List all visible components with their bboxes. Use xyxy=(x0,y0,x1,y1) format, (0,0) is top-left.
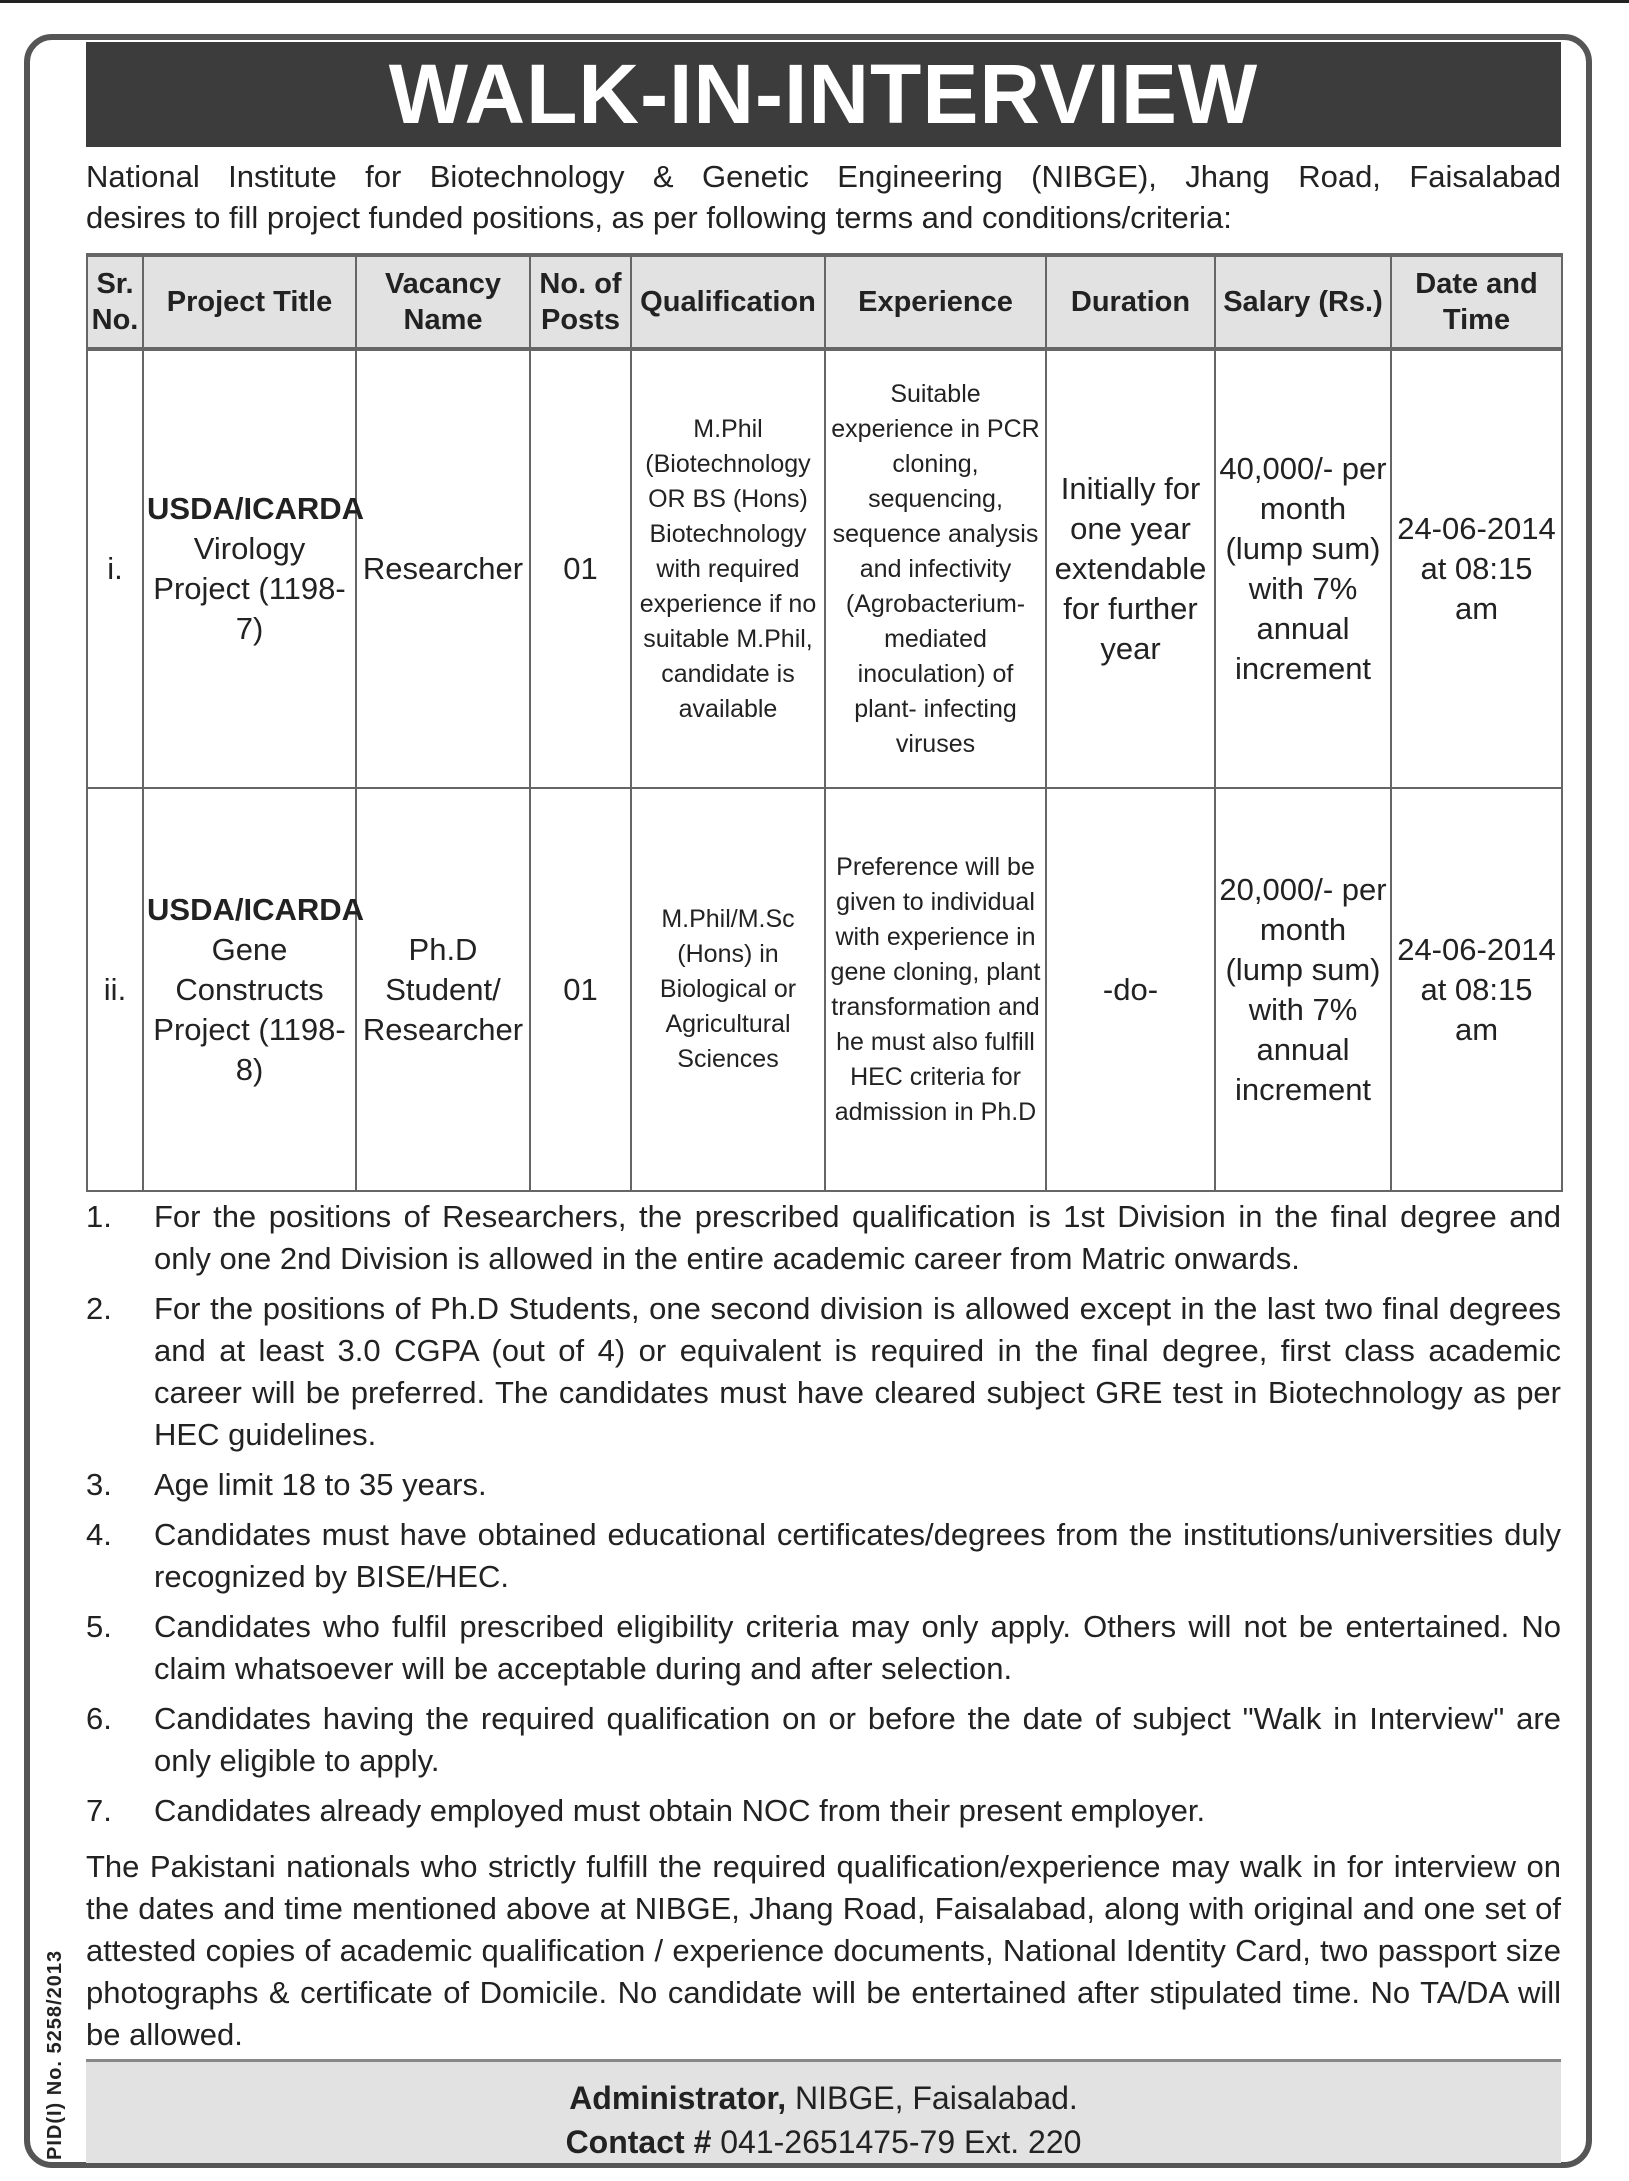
intro-text xyxy=(86,156,1561,238)
qualification-cell: M.Phil/M.Sc (Hons) in Biological or Agricultural Sciences xyxy=(631,788,825,1191)
terms-list xyxy=(86,1196,1561,1840)
project-cell xyxy=(143,349,364,788)
term-item xyxy=(86,1288,1561,1456)
project-name: Gene Constructs Project (1198-8) xyxy=(153,931,346,1087)
term-item xyxy=(86,1698,1561,1782)
contact-number: 041-2651475-79 Ext. 220 xyxy=(711,2124,1082,2160)
duration-cell: Initially for one year extendable for further year xyxy=(1046,349,1215,788)
project-code: USDA/ICARDA xyxy=(147,891,364,927)
col-date: Date and Time xyxy=(1391,255,1562,349)
term-item xyxy=(86,1464,1561,1506)
term-number: 6. xyxy=(86,1701,112,1736)
vacancy-table xyxy=(86,253,1563,1192)
term-text: Age limit 18 to 35 years. xyxy=(154,1467,487,1502)
col-duration: Duration xyxy=(1046,255,1215,349)
experience-cell: Preference will be given to individual with experience in gene cloning, plant transformation and he must also fulfill HEC criteria for admission in Ph.D xyxy=(825,788,1046,1191)
term-item xyxy=(86,1514,1561,1598)
term-number: 7. xyxy=(86,1793,112,1828)
table-row xyxy=(87,349,1562,788)
vacancy-cell: Ph.D Student/ Researcher xyxy=(356,788,530,1191)
table-header-row xyxy=(87,255,1562,349)
project-name: Virology Project (1198-7) xyxy=(153,531,346,646)
intro-line-2: desires to fill project funded positions, as per following terms and conditions/criteria: xyxy=(86,200,1232,235)
sr-cell: ii. xyxy=(87,788,143,1191)
col-experience: Experience xyxy=(825,255,1046,349)
term-text: Candidates must have obtained educational certificates/degrees from the institutions/universities duly recognized by BISE/HEC. xyxy=(154,1517,1561,1594)
term-item xyxy=(86,1790,1561,1832)
closing-paragraph: The Pakistani nationals who strictly fulfill the required qualification/experience may walk in for interview on the dates and time mentioned above at NIBGE, Jhang Road, Faisalabad, along with original and one set of attested copies of academic qualification / experience documents, National Identity Card, two passport size photographs & certificate of Domicile. No candidate will be entertained after stipulated time. No TA/DA will be allowed. xyxy=(86,1849,1561,2052)
sr-cell: i. xyxy=(87,349,143,788)
col-posts: No. of Posts xyxy=(530,255,631,349)
admin-label: Administrator, xyxy=(569,2080,787,2116)
col-vacancy: Vacancy Name xyxy=(356,255,530,349)
footer-contact xyxy=(86,2059,1561,2163)
term-text: Candidates who fulfil prescribed eligibility criteria may only apply. Others will not be entertained. No claim whatsoever will be acceptable during and after selection. xyxy=(154,1609,1561,1686)
col-sr: Sr. No. xyxy=(87,255,143,349)
posts-cell: 01 xyxy=(530,349,631,788)
term-text: For the positions of Ph.D Students, one second division is allowed except in the last two final degrees and at least 3.0 CGPA (out of 4) or equivalent is required in the final degree, first class academic career will be preferred. The candidates must have cleared subject GRE test in Biotechnology as per HEC guidelines. xyxy=(154,1291,1561,1452)
term-text: Candidates having the required qualification on or before the date of subject "Walk in Interview" are only eligible to apply. xyxy=(154,1701,1561,1778)
term-number: 2. xyxy=(86,1291,112,1326)
ad-title: WALK-IN-INTERVIEW xyxy=(86,42,1561,147)
term-item xyxy=(86,1606,1561,1690)
intro-line-1: National Institute for Biotechnology & Genetic Engineering (NIBGE), Jhang Road, Faisalabad xyxy=(86,159,1561,194)
term-number: 4. xyxy=(86,1517,112,1552)
term-number: 5. xyxy=(86,1609,112,1644)
col-salary: Salary (Rs.) xyxy=(1215,255,1391,349)
col-qualification: Qualification xyxy=(631,255,825,349)
salary-cell: 20,000/- per month (lump sum) with 7% annual increment xyxy=(1215,788,1391,1191)
pid-number: PID(I) No. 5258/2013 xyxy=(44,1949,66,2160)
top-rule xyxy=(0,0,1629,3)
term-number: 1. xyxy=(86,1199,112,1234)
table-row xyxy=(87,788,1562,1191)
contact-label: Contact # xyxy=(565,2124,712,2160)
date-cell: 24-06-2014 at 08:15 am xyxy=(1391,349,1562,788)
project-cell xyxy=(143,788,364,1191)
qualification-cell: M.Phil (Biotechnology OR BS (Hons) Biotechnology with required experience if no suitable M.Phil, candidate is available xyxy=(631,349,825,788)
date-cell: 24-06-2014 at 08:15 am xyxy=(1391,788,1562,1191)
term-number: 3. xyxy=(86,1467,112,1502)
col-project: Project Title xyxy=(143,255,356,349)
term-text: For the positions of Researchers, the prescribed qualification is 1st Division in the final degree and only one 2nd Division is allowed in the entire academic career from Matric onwards. xyxy=(154,1199,1561,1276)
duration-cell: -do- xyxy=(1046,788,1215,1191)
term-text: Candidates already employed must obtain NOC from their present employer. xyxy=(154,1793,1206,1828)
posts-cell: 01 xyxy=(530,788,631,1191)
admin-org: NIBGE, Faisalabad. xyxy=(786,2080,1078,2116)
project-code: USDA/ICARDA xyxy=(147,491,364,526)
experience-cell: Suitable experience in PCR cloning, sequencing, sequence analysis and infectivity (Agrobacterium-mediated inoculation) of plant- infecting viruses xyxy=(825,349,1046,788)
vacancy-cell: Researcher xyxy=(356,349,530,788)
salary-cell: 40,000/- per month (lump sum) with 7% annual increment xyxy=(1215,349,1391,788)
term-item xyxy=(86,1196,1561,1280)
